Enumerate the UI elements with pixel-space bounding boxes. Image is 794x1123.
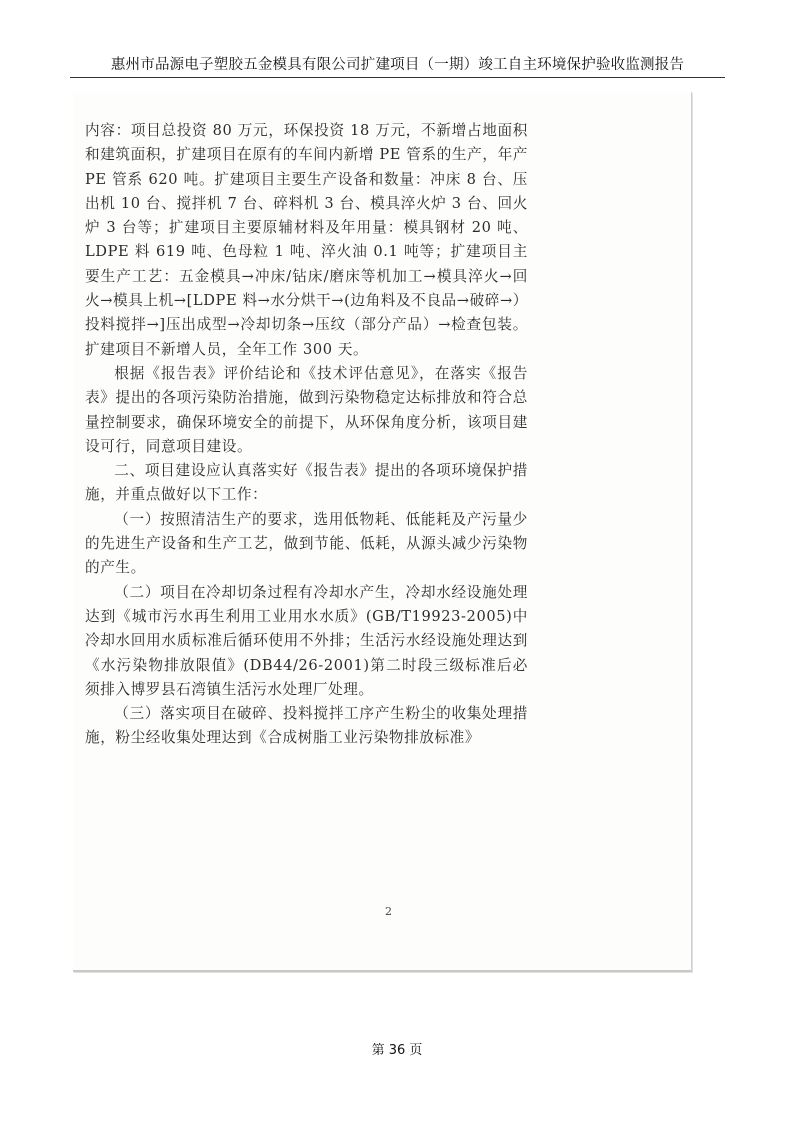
running-header: 惠州市品源电子塑胶五金模具有限公司扩建项目（一期）竣工自主环境保护验收监测报告 (110, 57, 685, 73)
paragraph-evaluation-conclusion: 根据《报告表》评价结论和《技术评估意见》，在落实《报告表》提出的各项污染防治措施，做到污染物稳定达标排放和符合总量控制要求，确保环境安全的前提下，从环保角度分析，该项目建设可行，同意项目建设。 (85, 364, 528, 455)
scanned-page-number: 2 (385, 905, 392, 918)
paragraph-item-three: （三）落实项目在破碎、投料搅拌工序产生粉尘的收集处理措施，粉尘经收集处理达到《合成树脂工业污染物排放标准》 (85, 705, 528, 747)
paragraph-section-two-intro: 二、项目建设应认真落实好《报告表》提出的各项环境保护措施，并重点做好以下工作： (85, 462, 528, 504)
paragraph-project-content: 内容：项目总投资 80 万元，环保投资 18 万元，不新增占地面积和建筑面积，扩建项目在原有的车间内新增 PE 管系的生产，年产 PE 管系 620 吨。扩建项目主要生产设备和数量：冲床 8 台、压出机 10 台、搅拌机 7 台、碎料机 3 台、模具淬火炉 3 台、回火炉 3 台等；扩建项目主要原辅材料及年用量：模具钢材 20 吨、LDPE 料 619 吨、色母粒 1 吨、淬火油 0.1 吨等；扩建项目主要生产工艺：五金模具→冲床/钻床/磨床等机加工→模具淬火→回火→模具上机→[LDPE 料→水分烘干→(边角料及不良品→破碎→）投料搅拌→]压出成型→冷却切条→压纹（部分产品）→检查包装。扩建项目不新增人员，全年工作 300 天。 (85, 122, 528, 358)
scanned-page-body (85, 119, 528, 751)
page-footer: 第 36 页 (371, 1043, 423, 1058)
header-rule (70, 77, 725, 78)
paragraph-item-one: （一）按照清洁生产的要求，选用低物耗、低能耗及产污量少的先进生产设备和生产工艺，做到节能、低耗，从源头减少污染物的产生。 (85, 510, 528, 577)
paragraph-item-two: （二）项目在冷却切条过程有冷却水产生，冷却水经设施处理达到《城市污水再生利用工业用水水质》(GB/T19923-2005)中冷却水回用水质标准后循环使用不外排；生活污水经设施处理达到《水污染物排放限值》(DB44/26-2001)第二时段三级标准后必须排入博罗县石湾镇生活污水处理厂处理。 (85, 583, 528, 698)
